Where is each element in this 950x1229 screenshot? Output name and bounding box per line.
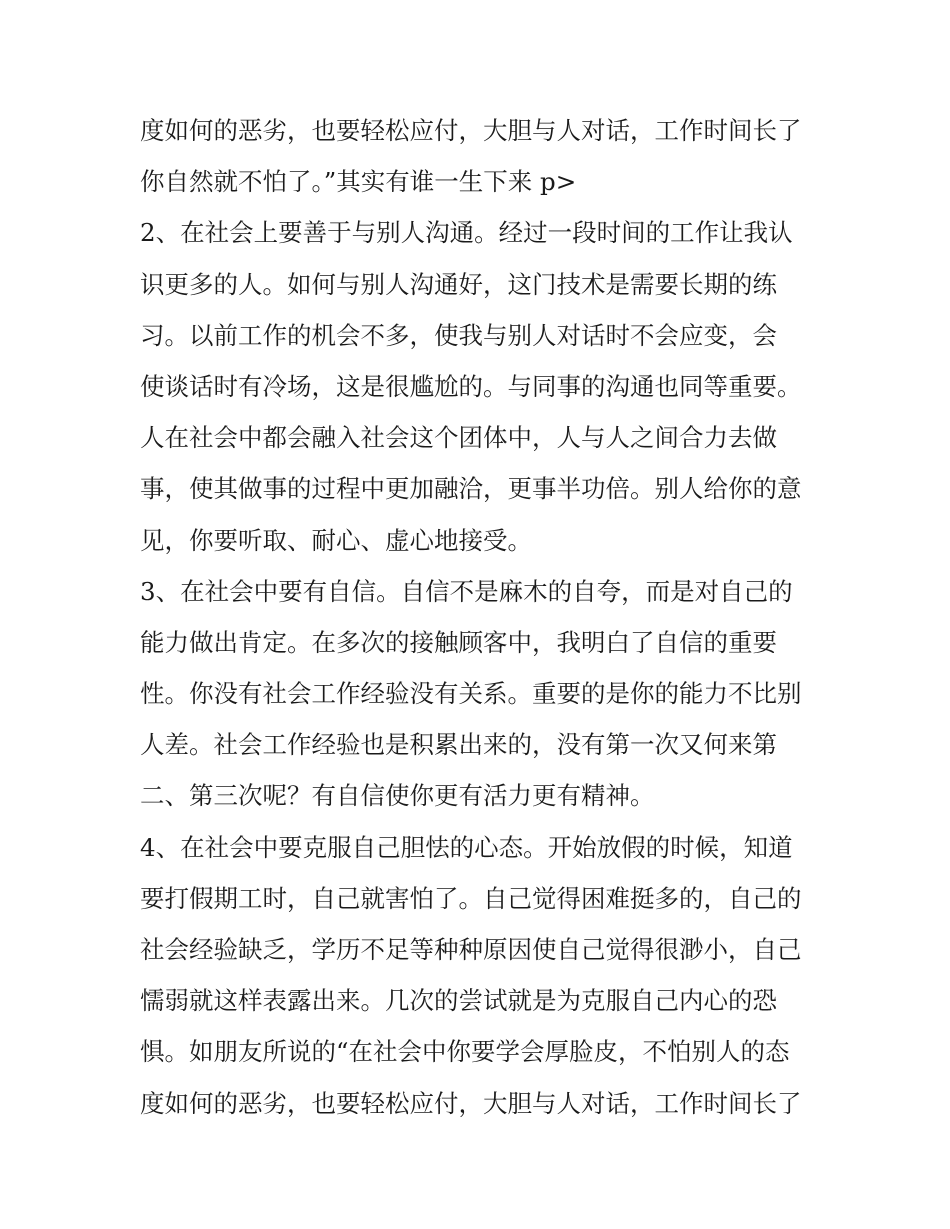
document-body [140, 105, 820, 1129]
text-line: 要打假期工时，自己就害怕了。自己觉得困难挺多的，自己的 [140, 883, 802, 913]
text-line: 事，使其做事的过程中更加融洽，更事半功倍。别人给你的意 [140, 474, 802, 504]
text-line: 懦弱就这样表露出来。几次的尝试就是为克服自己内心的恐 [140, 986, 777, 1016]
text-line: 度如何的恶劣，也要轻松应付，大胆与人对话，工作时间长了 [140, 1088, 802, 1118]
paragraph-3-start: 3、在社会中要有自信。自信不是麻木的自夸，而是对自己的 [140, 576, 793, 606]
text-line: 你自然就不怕了。”其实有谁一生下来 p> [140, 167, 577, 197]
text-line: 人差。社会工作经验也是积累出来的，没有第一次又何来第 [140, 730, 777, 760]
text-line: 社会经验缺乏，学历不足等种种原因使自己觉得很渺小，自己 [140, 935, 802, 964]
text-line: 度如何的恶劣，也要轻松应付，大胆与人对话，工作时间长了 [140, 116, 802, 145]
text-line: 二、第三次呢？有自信使你更有活力更有精神。 [140, 781, 655, 811]
text-line: 习。以前工作的机会不多，使我与别人对话时不会应变，会 [140, 320, 777, 350]
paragraph-2-start: 2、在社会上要善于与别人沟通。经过一段时间的工作让我认 [140, 218, 793, 248]
text-line: 人在社会中都会融入社会这个团体中，人与人之间合力去做 [140, 423, 777, 453]
text-line: 能力做出肯定。在多次的接触顾客中，我明白了自信的重要 [140, 627, 777, 657]
text-line: 使谈话时有冷场，这是很尴尬的。与同事的沟通也同等重要。 [140, 371, 802, 401]
paragraph-4-start: 4、在社会中要克服自己胆怯的心态。开始放假的时候，知道 [140, 832, 793, 862]
text-line: 性。你没有社会工作经验没有关系。重要的是你的能力不比别 [140, 679, 802, 709]
text-line: 惧。如朋友所说的“在社会中你要学会厚脸皮，不怕别人的态 [140, 1037, 790, 1067]
text-line: 见，你要听取、耐心、虚心地接受。 [140, 525, 532, 555]
text-line: 识更多的人。如何与别人沟通好，这门技术是需要长期的练 [140, 269, 777, 299]
